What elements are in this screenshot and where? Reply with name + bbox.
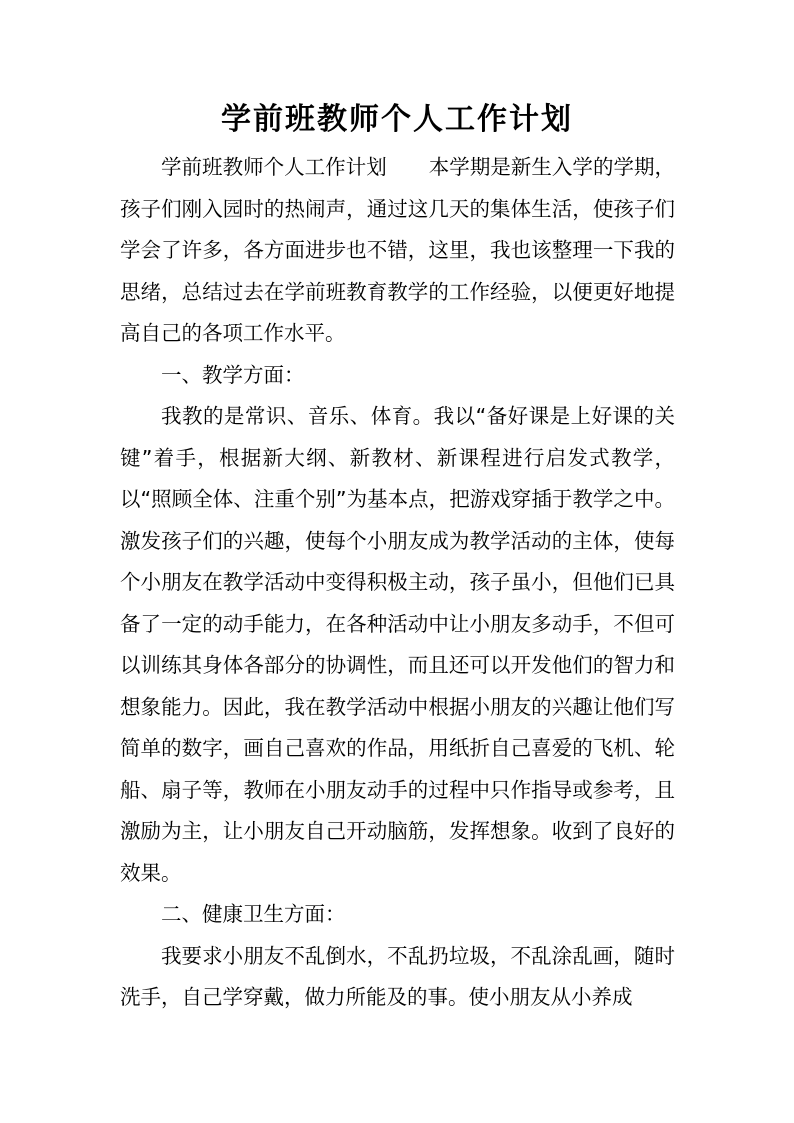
intro-paragraph: [120, 147, 675, 355]
document-body: [120, 147, 675, 1019]
document-title: 学前班教师个人工作计划: [221, 102, 573, 137]
intro-text: 本学期是新生入学的学期，孩子们刚入园时的热闹声，通过这几天的集体生活，使孩子们学会了许多，各方面进步也不错，这里，我也该整理一下我的思绪，总结过去在学前班教育教学的工作经验，以便更好地提高自己的各项工作水平。: [120, 155, 676, 345]
intro-lead: 学前班教师个人工作计划: [161, 155, 387, 179]
section2-heading: 二、健康卫生方面：: [161, 902, 346, 926]
section1-heading: 一、教学方面：: [161, 362, 305, 387]
section1-paragraph: 我教的是常识、音乐、体育。我以“备好课是上好课的关键”着手，根据新大纲、新教材、新课程进行启发式教学，以“照顾全体、注重个别”为基本点，把游戏穿插于教学之中。激发孩子们的兴趣，使每个小朋友成为教学活动的主体，使每个小朋友在教学活动中变得积极主动，孩子虽小，但他们已具备了一定的动手能力，在各种活动中让小朋友多动手，不但可以训练其身体各部分的协调性，而且还可以开发他们的智力和想象能力。因此，我在教学活动中根据小朋友的兴趣让他们写简单的数字，画自己喜欢的作品，用纸折自己喜爱的飞机、轮船、扇子等，教师在小朋友动手的过程中只作指导或参考，且激励为主，让小朋友自己开动脑筋，发挥想象。收到了良好的效果。: [120, 404, 675, 885]
section2-paragraph: 我要求小朋友不乱倒水，不乱扔垃圾，不乱涂乱画，随时洗手，自己学穿戴，做力所能及的事。使小朋友从小养成: [120, 943, 675, 1009]
